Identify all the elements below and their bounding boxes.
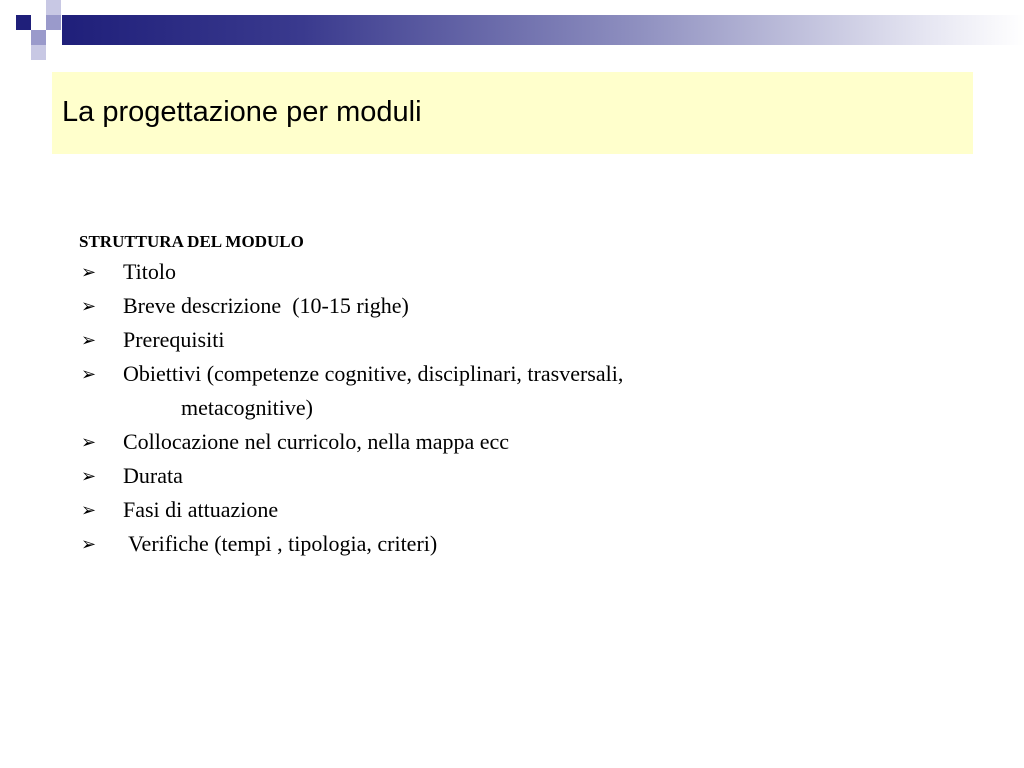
list-item-text: Obiettivi (competenze cognitive, disciplinari, trasversali, bbox=[123, 361, 624, 386]
arrow-bullet-icon: ➢ bbox=[81, 534, 97, 554]
bullet-list bbox=[79, 255, 979, 561]
arrow-bullet-icon: ➢ bbox=[81, 432, 97, 452]
arrow-bullet-icon: ➢ bbox=[81, 466, 97, 486]
deco-square bbox=[46, 15, 61, 30]
arrow-bullet-icon: ➢ bbox=[81, 500, 97, 520]
list-item-text: Collocazione nel curricolo, nella mappa ecc bbox=[123, 429, 510, 454]
deco-square bbox=[16, 15, 31, 30]
slide-title: La progettazione per moduli bbox=[62, 96, 422, 128]
deco-gradient-bar bbox=[62, 15, 1024, 45]
list-item-text: Verifiche (tempi , tipologia, criteri) bbox=[123, 531, 438, 556]
list-item-continuation: metacognitive) bbox=[181, 395, 313, 420]
arrow-bullet-icon: ➢ bbox=[81, 364, 97, 384]
title-box bbox=[52, 72, 973, 154]
arrow-bullet-icon: ➢ bbox=[81, 296, 97, 316]
list-item-text: Titolo bbox=[123, 259, 177, 284]
list-item bbox=[79, 255, 979, 289]
deco-square bbox=[46, 0, 61, 15]
list-item-text: Prerequisiti bbox=[123, 327, 225, 352]
list-item-text: Durata bbox=[123, 463, 183, 488]
list-item bbox=[79, 459, 979, 493]
header-decoration bbox=[0, 0, 1024, 60]
list-item bbox=[79, 323, 979, 357]
list-item bbox=[79, 527, 979, 561]
list-item bbox=[79, 425, 979, 459]
arrow-bullet-icon: ➢ bbox=[81, 262, 97, 282]
deco-square bbox=[31, 45, 46, 60]
deco-square bbox=[31, 30, 46, 45]
list-item bbox=[79, 357, 979, 425]
list-item bbox=[79, 289, 979, 323]
arrow-bullet-icon: ➢ bbox=[81, 330, 97, 350]
section-heading: STRUTTURA DEL MODULO bbox=[79, 232, 304, 251]
list-item-text: Breve descrizione (10-15 righe) bbox=[123, 293, 409, 318]
list-item-text: Fasi di attuazione bbox=[123, 497, 279, 522]
slide-content bbox=[79, 229, 979, 561]
list-item bbox=[79, 493, 979, 527]
